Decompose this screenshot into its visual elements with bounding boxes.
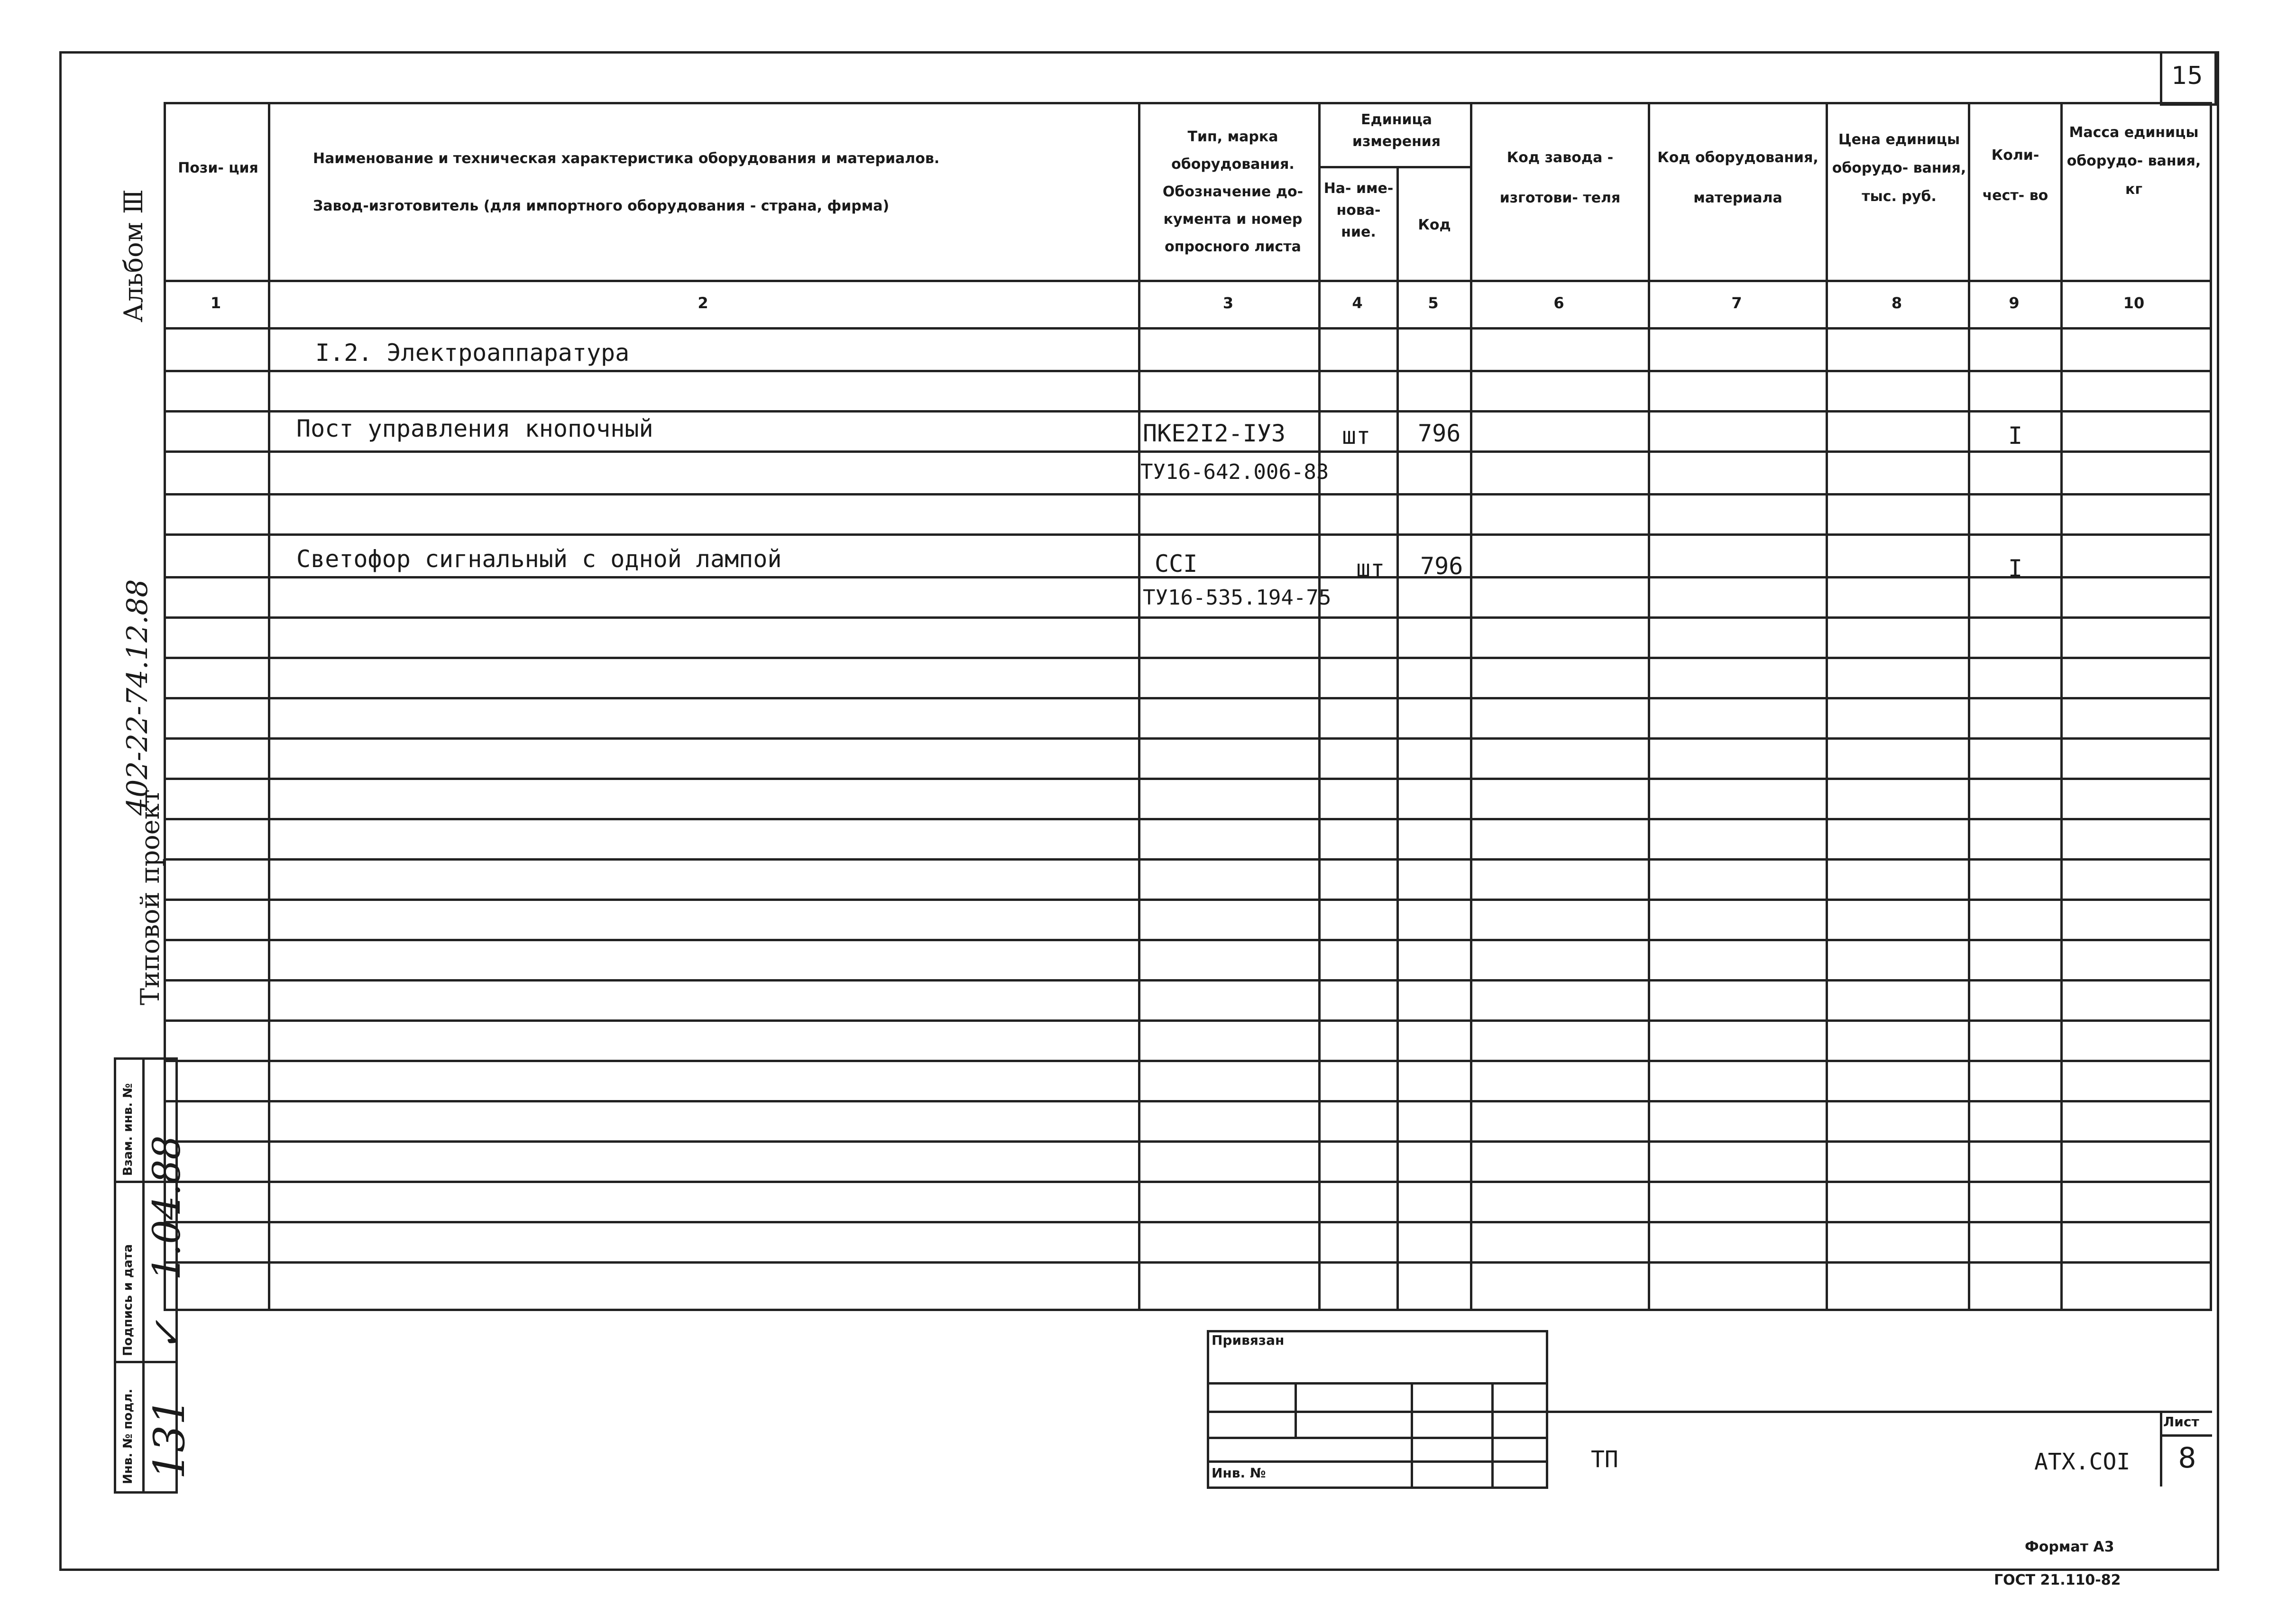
tp-label: ТП <box>1591 1446 1618 1473</box>
album-label: Альбом Ⅲ <box>119 189 148 322</box>
header-equipment-code: Код оборудования, материала <box>1657 149 1818 206</box>
header-name-line2: Завод-изготовитель (для импортного оборудования - страна, фирма) <box>313 198 890 214</box>
item2-type: ССI <box>1155 550 1198 578</box>
sheet-value: 8 <box>2178 1441 2196 1475</box>
item2-document: ТУ16-535.194-75 <box>1143 586 1332 610</box>
item1-name: Пост управления кнопочный <box>296 415 653 442</box>
inv-value: 131 <box>145 1398 194 1479</box>
section-title: I.2. Электроаппаратура <box>315 339 630 367</box>
col-number-8: 8 <box>1891 294 1902 312</box>
col-number-6: 6 <box>1553 294 1564 312</box>
replaced-inv-label: Взам. инв. № <box>121 1083 135 1176</box>
col-number-2: 2 <box>698 294 708 312</box>
header-name-line1: Наименование и техническая характеристика оборудования и материалов. <box>313 150 940 167</box>
col-number-10: 10 <box>2123 294 2145 312</box>
header-unit-name: На- име- нова- ние. <box>1323 180 1394 240</box>
header-plant-code: Код завода - изготови- теля <box>1499 149 1621 206</box>
project-code: 402-22-74.12.88 <box>121 579 154 816</box>
col-number-4: 4 <box>1352 294 1363 312</box>
header-position: Пози- ция <box>178 160 258 176</box>
header-quantity: Коли- чест- во <box>1982 147 2048 204</box>
col-number-9: 9 <box>2009 294 2020 312</box>
header-type: Тип, марка оборудования. Обозначение до- кумента и номер опросного листа <box>1162 128 1304 255</box>
item1-unit-code: 796 <box>1418 420 1461 447</box>
sheet-label: Лист <box>2163 1414 2199 1430</box>
header-mass: Масса единицы оборудо- вания, кг <box>2066 124 2201 198</box>
item2-quantity: I <box>2008 555 2023 582</box>
item2-unit-code: 796 <box>1420 552 1463 580</box>
col-number-1: 1 <box>210 294 221 312</box>
header-unit: Единица измерения <box>1352 111 1441 150</box>
top-sheet-number: 15 <box>2171 62 2203 90</box>
item2-name: Светофор сигнальный с одной лампой <box>296 545 782 573</box>
item1-document: ТУ16-642.006-83 <box>1140 460 1329 484</box>
signature-mark: ✓ <box>145 1319 189 1351</box>
date-value: 1.04.88 <box>145 1135 189 1280</box>
header-price: Цена единицы оборудо- вания, тыс. руб. <box>1832 131 1966 205</box>
attached-label: Привязан <box>1212 1332 1285 1348</box>
item2-unit: шт <box>1356 555 1385 582</box>
col-number-3: 3 <box>1222 294 1234 312</box>
main-table <box>164 102 2212 1311</box>
col-number-7: 7 <box>1731 294 1742 312</box>
format-label: Формат А3 <box>2025 1539 2114 1555</box>
inv-no-sub-label: Инв. № подл. <box>121 1388 135 1484</box>
header-unit-code: Код <box>1418 217 1451 233</box>
item1-type: ПКЕ2I2-IУ3 <box>1143 420 1286 447</box>
inv-no-label: Инв. № <box>1212 1465 1266 1481</box>
document-code: АТХ.СОI <box>2034 1449 2131 1475</box>
item1-unit: шт <box>1342 422 1371 450</box>
project-label: Типовой проект <box>135 789 165 1005</box>
gost-label: ГОСТ 21.110-82 <box>1994 1572 2121 1588</box>
signature-date-label: Подпись и дата <box>121 1244 135 1356</box>
item1-quantity: I <box>2008 422 2023 450</box>
col-number-5: 5 <box>1428 294 1439 312</box>
